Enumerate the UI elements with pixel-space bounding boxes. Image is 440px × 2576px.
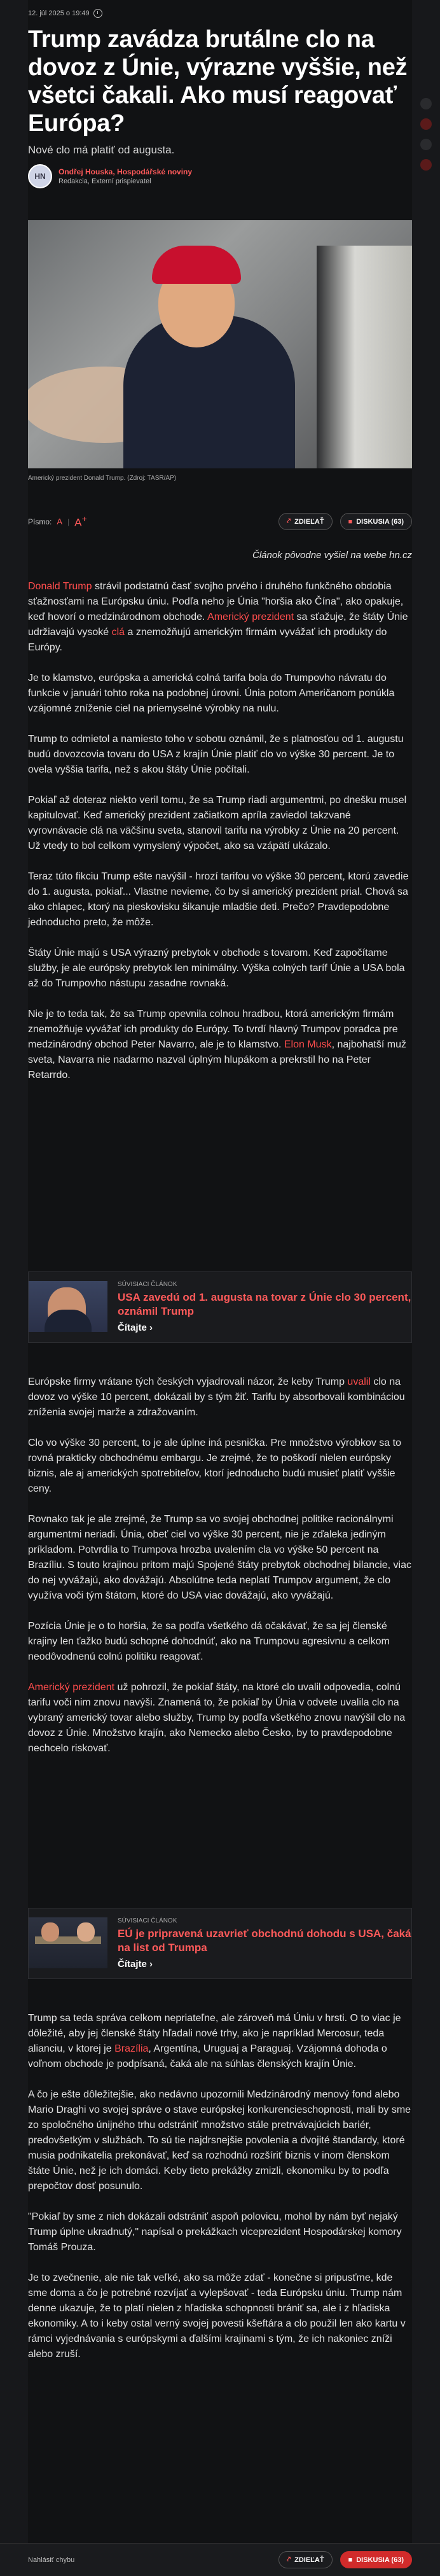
article-toolbar <box>28 513 412 530</box>
paragraph: Donald Trump strávil podstatnú časť svojho prvého i druhého funkčného obdobia sťažnosťami na Európsku úniu. Podľa neho je Únia "horšia ako Čína", ako opakuje, keď hovorí o medzinárodnom obchode. Americký prezident sa sťažuje, že štáty Únie udržiavajú vysoké clá a znemožňujú americkým firmám vyvážať ich produkty do Európy. <box>28 581 408 653</box>
read-more-link[interactable]: Čítajte › <box>118 1959 153 1970</box>
paragraph: Je to klamstvo, európska a americká colná tarifa bola do Trumpovho návratu do funkcie v januári tohto roka na podobnej úrovni. Únia potom Američanom ponúkla vzájomné zníženie ciel na priemyselné výrobky na nulu. <box>28 673 395 714</box>
related-thumbnail[interactable] <box>29 1917 107 1968</box>
right-gutter <box>412 0 440 2576</box>
chevron-right-icon: › <box>149 1322 153 1333</box>
publish-date: 12. júl 2025 o 19:49 <box>28 10 90 17</box>
paragraph: Teraz túto fikciu Trump ešte navýšil - hrozí tarifou vo výške 30 percent, ktorú zavedie do 1. augusta, pokiaľ... Vlastne nevieme, čo by si americký prezident prial. Chová sa ako chlapec, ktorý na pieskovisku šikanuje mladšie deti. Prečo? Pravdepodobne jednoducho preto, že môže. <box>28 871 409 928</box>
paragraph: "Pokiaľ by sme z nich dokázali odstrániť aspoň polovicu, mohol by nám byť nejaký Trump úplne ukradnutý," napísal o prekážkach viceprezident Hospodárskej komory Tomáš Prouza. <box>28 2211 402 2253</box>
inline-link[interactable]: clá <box>111 627 125 638</box>
related-title[interactable]: USA zavedú od 1. augusta na tovar z Únie clo 30 percent, oznámil Trump <box>118 1291 411 1317</box>
left-gutter <box>0 0 28 2576</box>
hero-figure <box>28 220 412 482</box>
related-thumbnail[interactable] <box>29 1281 107 1332</box>
inline-link[interactable]: Elon Musk <box>284 1039 332 1050</box>
hero-image[interactable] <box>28 220 412 468</box>
paragraph: Americký prezident už pohrozil, že pokiaľ štáty, na ktoré clo uvalil odpovedia, colnú tarifu voči nim znovu navýši. Znamená to, že pokiaľ by Únia v odvete uvalila clo na vybraný americký tovar alebo služby, Trump by podľa všetkého znovu navýšil clo na dovoz z Únie. Množstvo krajín, ako Nemecko alebo Česko, by to pravdepodobne nechcelo riskovať. <box>28 1682 406 1754</box>
source-note: Článok pôvodne vyšiel na webe hn.cz <box>252 550 412 561</box>
author-name[interactable]: Ondřej Houska, Hospodářské noviny <box>58 167 193 176</box>
paragraph: Štáty Únie majú s USA výrazný prebytok v obchode s tovarom. Keď započítame služby, je ale európsky prebytok len minimálny. Výška colných taríf Únie a USA bola až do Trumpovho nástupu zasadne rovnaká. <box>28 948 405 989</box>
inline-link[interactable]: Brazília <box>114 2043 149 2054</box>
related-label: SÚVISIACI ČLÁNOK <box>118 1281 177 1288</box>
share-icon: ⤤ <box>286 2556 291 2563</box>
paragraph: Európske firmy vrátane tých českých vyjadrovali názor, že keby Trump uvalil clo na dovoz vo výške 10 percent, dokázali by s tým žiť. Tarifu by absorbovali kombináciou zníženia svojej marže a zdražovaním. <box>28 1376 405 1418</box>
share-icon: ⤤ <box>286 517 291 525</box>
related-article-2[interactable] <box>28 1908 412 1979</box>
article-footer-bar <box>0 2543 440 2576</box>
inline-link[interactable]: uvalil <box>347 1376 371 1387</box>
article-body-part-1 <box>28 579 412 1083</box>
publish-meta <box>28 9 412 18</box>
article-body-part-3 <box>28 2011 412 2362</box>
discussion-button[interactable]: ■ DISKUSIA (63) <box>340 513 412 530</box>
image-caption: Americký prezident Donald Trump. (Zdroj: TASR/AP) <box>28 475 177 482</box>
author-block[interactable] <box>28 164 412 188</box>
related-label: SÚVISIACI ČLÁNOK <box>118 1917 177 1924</box>
chevron-right-icon: › <box>149 1959 153 1970</box>
clock-icon <box>93 9 102 18</box>
paragraph: Je to zvečnenie, ale nie tak veľké, ako sa môže zdať - konečne si pripusťme, kde sme doma a čo je potrebné rozvíjať a vylepšovať - teda Európsku úniu. Trump nám denne ukazuje, že to platí nielen z hľadiska schopnosti brániť sa, ale i z hľadiska ekonomiky. A to i keby ostal verný svojej povesti kšeftára a clo použil len ako kartu v rámci vyjednávania s európskymi a ďalšími krajinami s tým, že ich nakoniec zníži alebo zruší. <box>28 2272 406 2360</box>
share-button[interactable]: ⤤ ZDIEĽAŤ <box>278 513 333 530</box>
paragraph: Pokiaľ až doteraz niekto veril tomu, že sa Trump riadi argumentmi, po dnešku musel kapitulovať. Keď americký prezident začiatkom apríla zaviedol takzvané vyrovnávacie clá na väčšinu sveta, stanovil tarifu na výrobky z Únie na 20 percent. Už vtedy to bol celkom vymyslený výpočet, ako sa vzápätí ukázalo. <box>28 795 407 851</box>
article-lede: Nové clo má platiť od augusta. <box>28 144 175 156</box>
paragraph: Trump sa teda správa celkom nepriateľne, ale zároveň má Úniu v hrsti. O to viac je dôležité, aby jej členské štáty hľadali nové trhy, ako je napríklad Mercosur, teda alianciu, v ktorej je Brazília, Argentína, Uruguaj a Paraguaj. Vzájomná dohoda o voľnom obchode je podpísaná, čaká ale na súhlas členských krajín Únie. <box>28 2013 401 2069</box>
comment-icon: ■ <box>348 517 353 526</box>
page-title: Trump zavádza brutálne clo na dovoz z Únie, výrazne vyššie, než všetci čakali. Ako musí reagovať Európa? <box>28 26 408 137</box>
related-title[interactable]: EÚ je pripravená uzavrieť obchodnú dohodu s USA, čaká na list od Trumpa <box>118 1928 411 1954</box>
paragraph: Trump to odmietol a namiesto toho v sobotu oznámil, že s platnosťou od 1. augustu budú dovozcovia tovaru do USA z krajín Únie platiť clo vo výške 30 percent. Je to ovela vyššia tarifa, než s akou štáty Únie počítali. <box>28 734 404 775</box>
font-decrease-button[interactable]: A <box>57 517 63 526</box>
avatar[interactable]: HN <box>28 164 52 188</box>
discussion-button-footer[interactable]: ■ DISKUSIA (63) <box>340 2551 412 2568</box>
paragraph: Rovnako tak je ale zrejmé, že Trump sa vo svojej obchodnej politike racionálnymi argumentmi neriadi. Únia, obeť ciel vo výške 30 percent, nie je zďaleka jediným príkladom. Potvrdila to Trumpova hrozba uvalením cla vo výške 50 percent na Brazíliu. S touto krajinou pritom majú Spojené štáty prebytok obchodnej bilancie, viac do nej vyvážajú, ako dovážajú. Absolútne teda neplatí Trumpov argument, že clo využíva voči tým štátom, ktoré do USA viac dovážajú, ako vyvážajú. <box>28 1514 411 1601</box>
font-size-label: Písmo: <box>28 517 52 526</box>
paragraph: A čo je ešte dôležitejšie, ako nedávno upozornili Medzinárodný menový fond alebo Mario Draghi vo svojej správe o stave európskej konkurencieschopnosti, mali by sme zo spoločného únijného trhu odstrániť množstvo stále pretrvávajúcich bariér, predovšetkým v službách. To sú tie najdrsnejšie povolenia a dvojité štandardy, ktoré musia podnikatelia prekonávať, keď sa rozhodnú rozšíriť biznis v inom členskom štáte Únie, než je ich domáci. Keby tieto prekážky zmizli, ekonomiku by to podľa prepočtov dosť posunulo. <box>28 2089 411 2192</box>
share-button-footer[interactable]: ⤤ ZDIEĽAŤ <box>278 2551 333 2568</box>
author-role: Redakcia, Externí prispievatel <box>58 178 151 185</box>
inline-link[interactable]: Americký prezident <box>28 1682 115 1693</box>
inline-link[interactable]: Donald Trump <box>28 581 92 592</box>
inline-link[interactable]: Americký prezident <box>207 612 294 622</box>
paragraph: Pozícia Únie je o to horšia, že sa podľa všetkého dá očakávať, že sa jej členské krajiny len ťažko budú schopné dohodnúť, ako na Trumpovu agresivnu a celkom neodôvodnenú colnú politiku reagovať. <box>28 1621 390 1662</box>
report-error-link[interactable]: Nahlásiť chybu <box>28 2556 75 2564</box>
side-icon-column <box>416 89 436 179</box>
article-header <box>28 9 412 188</box>
paragraph: Clo vo výške 30 percent, to je ale úplne iná pesnička. Pre množstvo výrobkov sa to rovná prakticky obchodnému embargu. Je zrejmé, že to poškodí nielen európsky biznis, ale aj amerických spotrebiteľov, ktorí jednoducho budú musieť platiť vyššie ceny. <box>28 1438 401 1494</box>
paragraph: Nie je to teda tak, že sa Trump opevnila colnou hradbou, ktorá americkým firmám znemožňuje vyvážať ich produkty do Európy. To tvrdí hlavný Trumpov poradca pre medzinárodný obchod Peter Navarro, ale je to klamstvo. Elon Musk, najbohatší muž sveta, Navarra nie nadarmo nazval úplným hlupákom a prekrstil ho na Peter Retarrdo. <box>28 1009 406 1081</box>
comment-icon: ■ <box>348 2556 353 2564</box>
font-size-control: Písmo: A | A+ <box>28 514 87 529</box>
font-increase-button[interactable]: A+ <box>74 514 87 529</box>
read-more-link[interactable]: Čítajte › <box>118 1322 153 1333</box>
article-body-part-2 <box>28 1375 412 1756</box>
related-article-1[interactable] <box>28 1271 412 1343</box>
